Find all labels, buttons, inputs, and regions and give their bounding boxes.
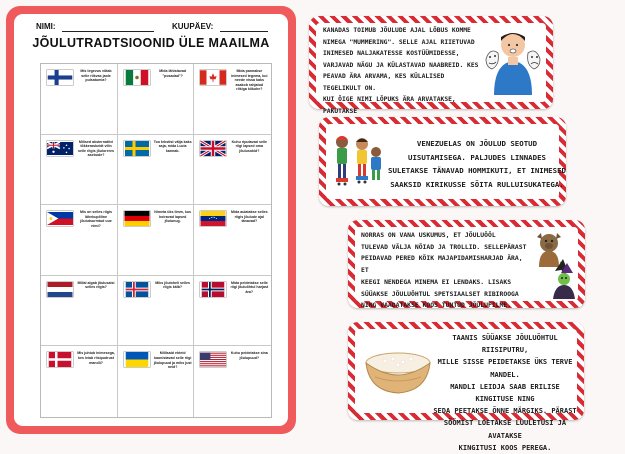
question-grid — [40, 63, 272, 418]
question-text: Mida aulatakse selles riigis jõulude ajal tänavad? — [231, 210, 268, 224]
card-line: SAAKSID KIRIKUSSE SÕITA RULLUISUKATEGA. — [390, 179, 564, 189]
card-text — [361, 230, 533, 312]
reading-card-norway — [348, 220, 585, 308]
grid-cell — [41, 276, 118, 347]
card-line: NORRAS ON VANA USKUMUS, ET JÕULUÖÖL — [361, 231, 496, 239]
card-line: INIMESED NALJAKATESSE KOSTÜÜMIDESSE, — [323, 50, 460, 57]
date-label: KUUPÄEV: — [172, 22, 214, 31]
card-line: KANADAS TOIMUB JÕULUDE AJAL LÕBUS KOMME — [323, 27, 471, 34]
card-line: PEIDAVAD PERED KÕIK MAJAPIDAMISHARJAD ÄRA, ET — [361, 254, 523, 275]
card-line: KUI ÕIGE NIMI LÕPUKS ÄRA ARVATAKSE, PAKUTAKSE — [323, 96, 456, 115]
question-text: Mis tegevus võtab selle riikvas jaole pulsatumia? — [80, 69, 112, 83]
denmark-flag-icon — [47, 352, 73, 367]
card-line: TAANIS SÜÜAKSE JÕULUÕHTUL RIISIPUTRU, — [452, 334, 558, 355]
grid-cell — [41, 135, 118, 206]
grid-cell — [118, 135, 195, 206]
card-body — [355, 329, 577, 452]
mexico-flag-icon — [124, 70, 150, 85]
grid-cell — [41, 346, 118, 417]
grid-cell — [118, 64, 195, 135]
grid-cell — [118, 205, 195, 276]
worksheet-page — [14, 14, 288, 426]
date-line — [220, 31, 268, 32]
card-body — [355, 227, 578, 310]
mummering-person-illustration — [484, 29, 542, 95]
reading-card-canada — [309, 16, 553, 115]
grid-cell — [194, 64, 271, 135]
question-text: Mis on selles riigis lähekupõline jõulutsurmtud uue nimi? — [80, 210, 112, 228]
grid-cell — [194, 346, 271, 417]
troll-and-witch-illustration — [533, 231, 577, 299]
question-text: Nimeta üks ilmm, kus hoiravad lapsed jõulunug. — [154, 210, 192, 224]
card-line: VARJAVAD NÄGU JA KÜLASTAVAD NAABREID. KES — [323, 61, 479, 69]
card-line: NING VAADATAKSE KOOS TUNTUD JÕULUFILME. — [361, 301, 512, 310]
philippines-flag-icon — [47, 211, 73, 226]
card-text — [388, 137, 566, 191]
question-text: Mis juhtub inimesega, kes leiab riisipudrust mandli? — [77, 351, 115, 365]
worksheet-frame — [6, 6, 296, 434]
worksheet-title: JÕULUTRADTSIOONID ÜLE MAAILMA — [32, 36, 270, 50]
question-text: Milised aksternatiivi tõkkeraskeidt villn selle riigis jõuloreres asebude? — [78, 139, 114, 158]
rice-porridge-bowl-illustration — [363, 347, 433, 397]
australia-flag-icon — [47, 141, 73, 156]
card-line: VENEZUELAS ON JÕULUD SEOTUD — [416, 139, 538, 148]
netherlands-flag-icon — [47, 282, 73, 297]
card-body — [326, 124, 566, 199]
united-states-flag-icon — [200, 352, 226, 367]
card-line: UISUTAMISEGA. PALJUDES LINNADES — [408, 152, 546, 162]
question-text: Miks jõuloheli selles riigis käib? — [155, 280, 191, 290]
grid-cell — [41, 64, 118, 135]
kids-roller-skating-illustration — [330, 132, 384, 192]
sweden-flag-icon — [124, 141, 150, 156]
card-line: SEDA PEETAKSE ÕNNE MÄRGIKS. PÄRAST — [433, 407, 577, 416]
grid-cell — [194, 205, 271, 276]
question-text: Mida pannakse inimesed tegema, kui neede vissa kaks asakob rahjatud riikiga kiikuhe? — [231, 69, 268, 92]
question-text: Mida peidetakse selle riigi jõuluõhtul harjast ära? — [230, 280, 269, 294]
card-text — [323, 25, 485, 129]
card-line: KEEGI NENDEGA MINEMA EI LENDAKS. LISAKS — [361, 277, 512, 286]
iceland-flag-icon — [124, 282, 150, 297]
question-text: Millisaid ehteid kaunistavad selle riigi jõulupuud ja miks just neid? — [153, 351, 192, 370]
name-label: NIMI: — [36, 22, 56, 31]
question-text: Millal algab jõulusaisi selles riigis? — [77, 280, 115, 290]
germany-flag-icon — [124, 211, 150, 226]
card-line: SÖÖMIST LOETAKSE LUULETUSI JA AVATAKSE — [443, 419, 567, 440]
worksheet-header — [14, 22, 288, 34]
card-line: KINGITUSI KOOS PEREGA. — [458, 443, 552, 452]
card-line: NIMEGA "MUMMERING". SELLE AJAL RIIETUVAD — [323, 38, 475, 46]
united-kingdom-flag-icon — [200, 141, 226, 156]
grid-cell — [41, 205, 118, 276]
grid-cell — [118, 346, 195, 417]
card-text — [431, 332, 579, 454]
question-text: Mida lähistavad "posadad"? — [159, 69, 187, 78]
reading-card-denmark — [348, 322, 584, 452]
card-line: PEAVAD ÄRA ARVAMA, KES KÜLALISED TEGELIKULT ON. — [323, 73, 445, 92]
finland-flag-icon — [47, 70, 73, 85]
card-body — [316, 23, 546, 115]
norway-flag-icon — [200, 282, 226, 297]
card-line: MANDLI LEIDJA SAAB ERILISE KINGITUSE NING — [450, 382, 560, 404]
card-line: SULETAKSE TÄNAVAD HOMMIKUTI, ET INIMESED — [388, 166, 566, 175]
question-text: Kuhu peidetakse sina jõulupuud? — [230, 351, 268, 360]
grid-cell — [194, 135, 271, 206]
grid-cell — [118, 276, 195, 347]
canada-flag-icon — [200, 70, 226, 85]
card-line: TULEVAD VÄLJA NÕIAD JA TROLLID. SELLEPÄRAST — [361, 242, 527, 251]
question-text: Too tekstist välja kaks asja, mida Lucia kannab. — [153, 139, 192, 153]
venezuela-flag-icon — [200, 211, 226, 226]
ukraine-flag-icon — [124, 352, 150, 367]
card-line: MILLE SISSE PEIDETAKSE ÜKS TERVE MANDEL. — [437, 358, 573, 379]
grid-cell — [194, 276, 271, 347]
reading-card-venezuela — [319, 117, 566, 206]
card-line: SÜÜAKSE JÕULUÕHTUL SPETSIAALSET RIBIROOGА — [361, 289, 519, 298]
question-text: Kuhu riputavad selle riigi lapsed oma jõulusokid? — [231, 139, 267, 153]
name-line — [62, 31, 154, 32]
